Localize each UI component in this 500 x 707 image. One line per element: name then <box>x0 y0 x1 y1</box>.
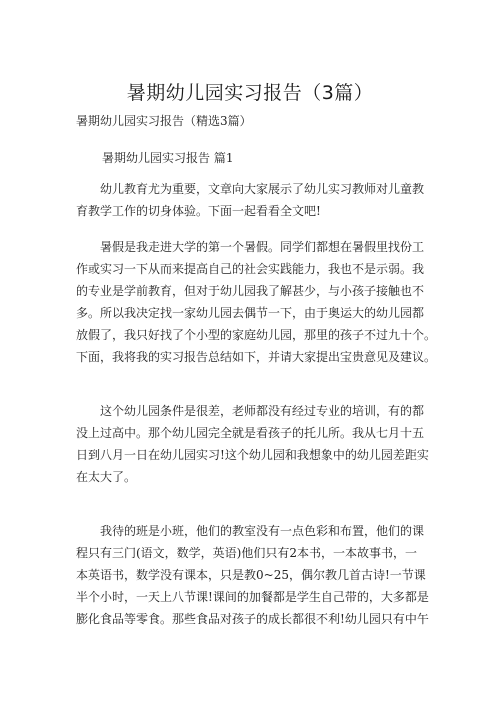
paragraph-line: 多。所以我决定找一家幼儿园去偶节一下，由于奥运大的幼儿园都 <box>76 306 425 320</box>
paragraph-line: 没上过高中。那个幼儿园完全就是看孩子的托儿所。我从七月十五 <box>76 426 425 440</box>
document-subtitle: 暑期幼儿园实习报告（精选3篇） <box>76 114 252 128</box>
paragraph-line: 这个幼儿园条件是很差，老师都没有经过专业的培训，有的都 <box>100 404 425 418</box>
paragraph-line: 半个小时，一天上八节课!课间的加餐都是学生自己带的，大多都是 <box>76 590 429 604</box>
paragraph-line: 程只有三门(语文，数学，英语)他们只有2本书，一本故事书，一 <box>76 546 418 560</box>
paragraph-line: 膨化食品等零食。那些食品对孩子的成长都很不利!幼儿园只有中午 <box>76 612 429 626</box>
paragraph-line: 下面，我将我的实习报告总结如下，并请大家提出宝贵意见及建议。 <box>76 350 436 364</box>
paragraph-line: 本英语书，数学没有课本，只是教0~25，偶尔教几首古诗!一节课 <box>76 568 426 582</box>
paragraph-line: 我待的班是小班，他们的教室没有一点色彩和布置，他们的课 <box>100 524 425 538</box>
paragraph-4 <box>76 520 436 630</box>
paragraph-3 <box>76 400 436 488</box>
paragraph-line: 作或实习一下从而来提高自己的社会实践能力，我也不是示弱。我 <box>76 262 425 276</box>
paragraph-line: 在太大了。 <box>76 470 137 484</box>
paragraph-line: 的专业是学前教育，但对于幼儿园我了解甚少，与小孩子接触也不 <box>76 284 425 298</box>
paragraph-line: 育教学工作的切身体验。下面一起看看全文吧! <box>76 204 321 218</box>
paragraph-1 <box>76 178 436 222</box>
paragraph-line: 日到八月一日在幼儿园实习!这个幼儿园和我想象中的幼儿园差距实 <box>76 448 429 462</box>
document-title: 暑期幼儿园实习报告（3篇） <box>126 82 374 104</box>
paragraph-line: 放假了，我只好找了个小型的家庭幼儿园，那里的孩子不过九十个。 <box>76 328 436 342</box>
paragraph-line: 暑假是我走进大学的第一个暑假。同学们都想在暑假里找份工 <box>100 240 425 254</box>
paragraph-line: 幼儿教育尤为重要，文章向大家展示了幼儿实习教师对儿童教 <box>100 182 425 196</box>
paragraph-2 <box>76 236 436 368</box>
section-heading: 暑期幼儿园实习报告 篇1 <box>102 151 234 165</box>
